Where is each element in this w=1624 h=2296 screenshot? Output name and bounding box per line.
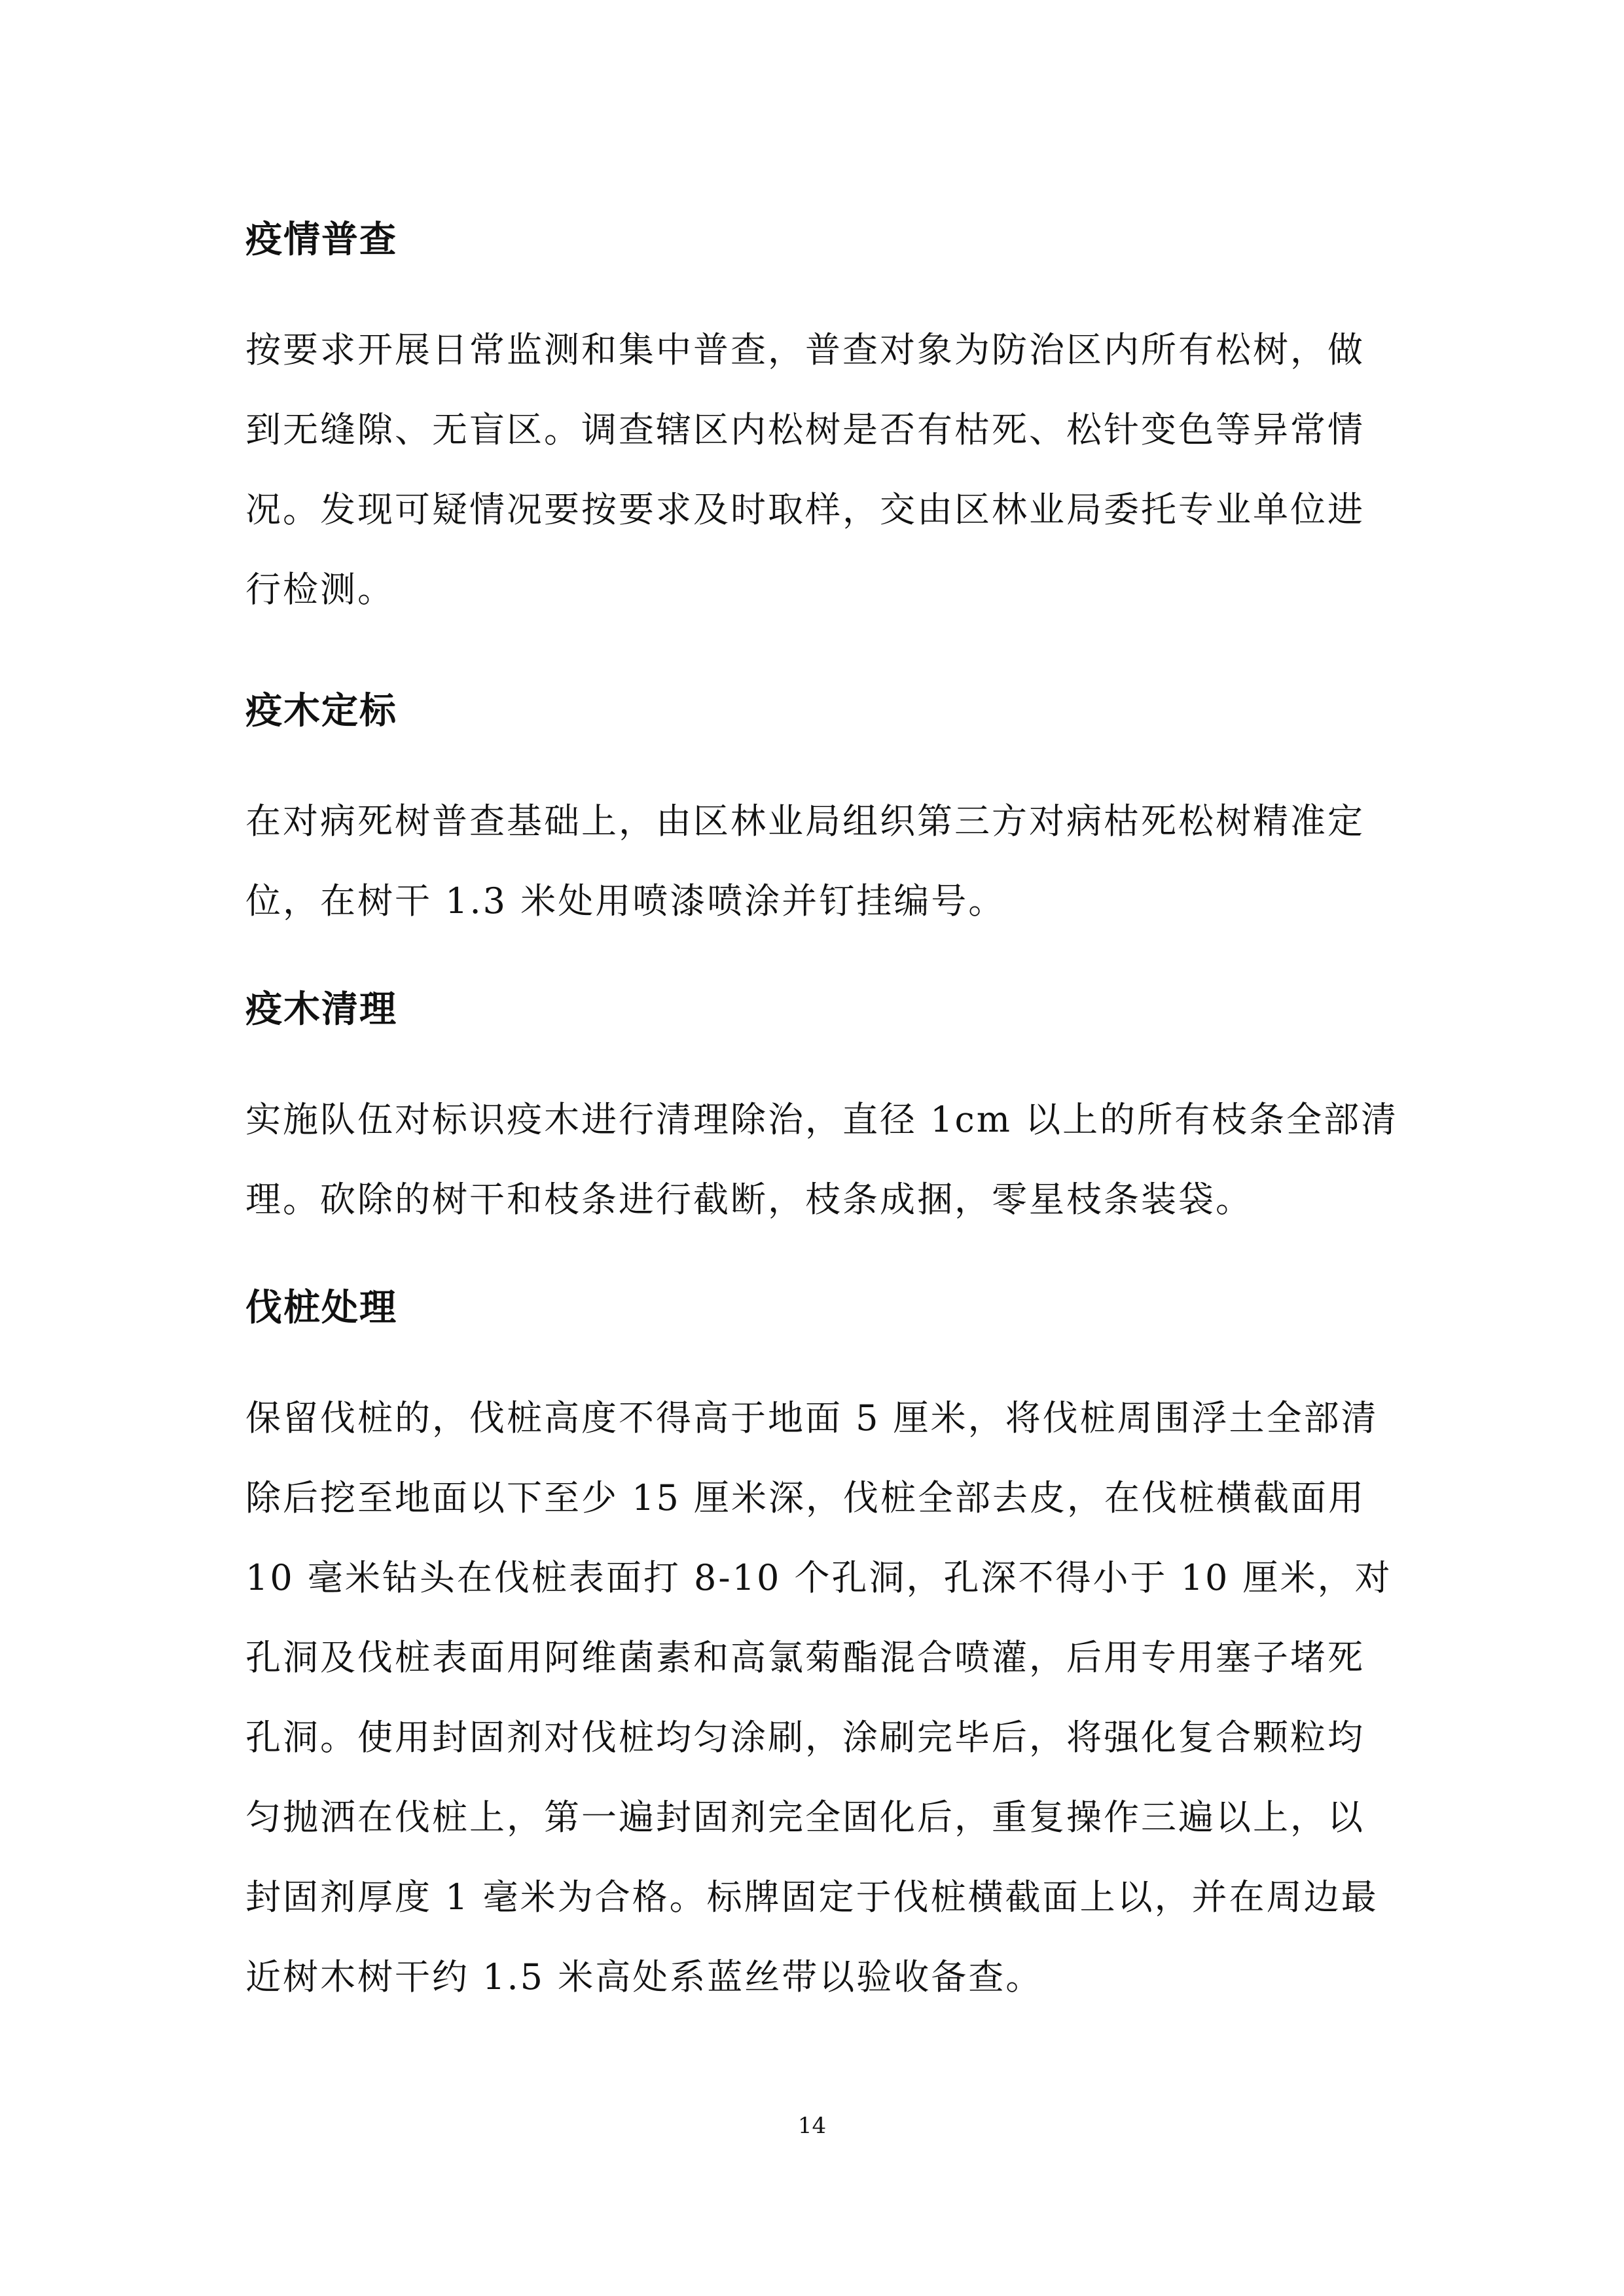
- text-line: 实施队伍对标识疫木进行清理除治，直径 1cm 以上的所有枝条全部清: [245, 1099, 1399, 1140]
- text-line: 行检测。: [245, 569, 395, 610]
- text-line: 况。发现可疑情况要按要求及时取样，交由区林业局委托专业单位进: [245, 489, 1365, 530]
- section-body-dead-tree-clearing: [245, 1080, 1399, 1240]
- text-line: 孔洞及伐桩表面用阿维菌素和高氯菊酯混合喷灌，后用专用塞子堵死: [245, 1637, 1365, 1678]
- text-line: 近树木树干约 1.5 米高处系蓝丝带以验收备查。: [245, 1956, 1043, 1998]
- section-heading-dead-tree-clearing: 疫木清理: [245, 988, 397, 1031]
- text-line: 按要求开展日常监测和集中普查，普查对象为防治区内所有松树，做: [245, 329, 1365, 370]
- section-heading-epidemic-survey: 疫情普查: [245, 219, 397, 261]
- page-number: 14: [797, 2113, 827, 2139]
- text-line: 到无缝隙、无盲区。调查辖区内松树是否有枯死、松针变色等异常情: [245, 409, 1365, 450]
- text-line: 理。砍除的树干和枝条进行截断，枝条成捆，零星枝条装袋。: [245, 1179, 1253, 1220]
- section-heading-dead-tree-marking: 疫木定标: [245, 690, 397, 732]
- section-body-dead-tree-marking: [245, 781, 1384, 941]
- text-line: 在对病死树普查基础上，由区林业局组织第三方对病枯死松树精准定: [245, 800, 1365, 842]
- section-body-stump-treatment: [245, 1378, 1392, 2017]
- section-heading-stump-treatment: 伐桩处理: [245, 1287, 397, 1329]
- text-line: 位，在树干 1.3 米处用喷漆喷涂并钉挂编号。: [245, 880, 1006, 922]
- text-line: 匀抛洒在伐桩上，第一遍封固剂完全固化后，重复操作三遍以上，以: [245, 1797, 1365, 1838]
- text-line: 保留伐桩的，伐桩高度不得高于地面 5 厘米，将伐桩周围浮土全部清: [245, 1397, 1379, 1439]
- text-line: 封固剂厚度 1 毫米为合格。标牌固定于伐桩横截面上以，并在周边最: [245, 1876, 1379, 1918]
- text-line: 除后挖至地面以下至少 15 厘米深，伐桩全部去皮，在伐桩横截面用: [245, 1477, 1366, 1518]
- text-line: 10 毫米钻头在伐桩表面打 8-10 个孔洞，孔深不得小于 10 厘米，对: [245, 1557, 1392, 1598]
- section-body-epidemic-survey: [245, 310, 1384, 630]
- text-line: 孔洞。使用封固剂对伐桩均匀涂刷，涂刷完毕后，将强化复合颗粒均: [245, 1717, 1365, 1758]
